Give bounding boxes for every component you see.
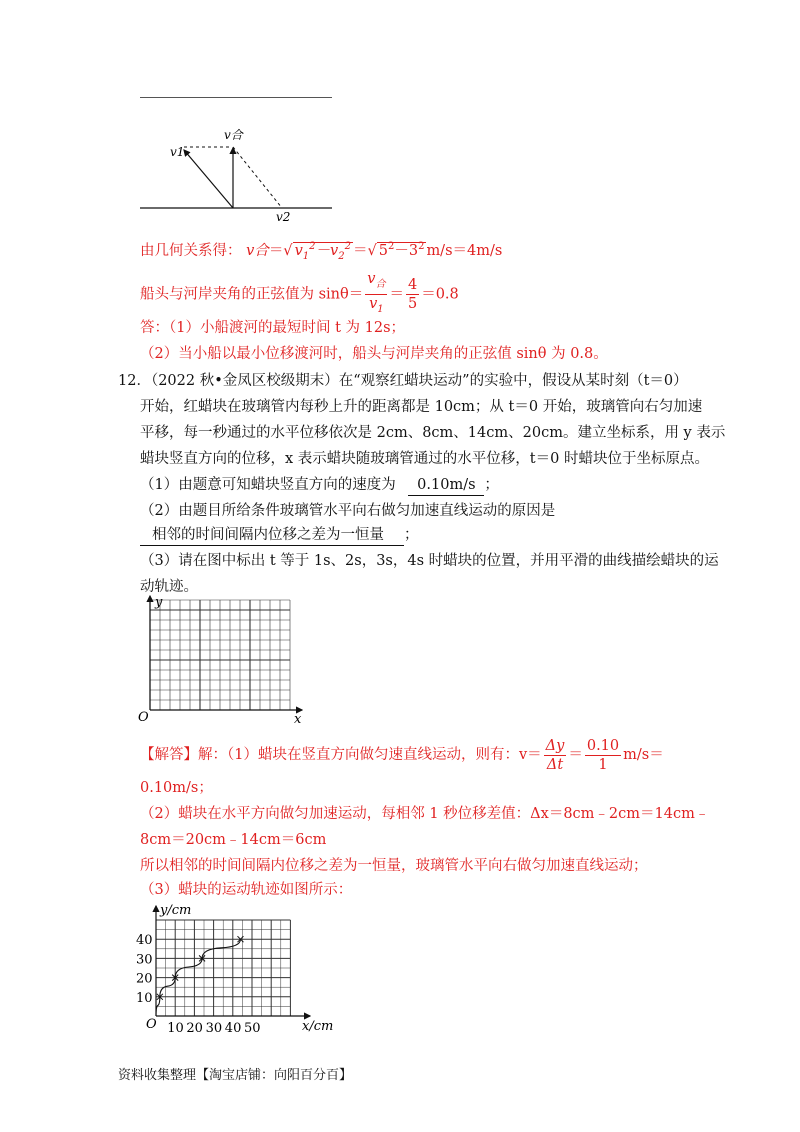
v2-dashed-vector bbox=[233, 147, 282, 208]
label-v1: v1 bbox=[170, 145, 185, 159]
problem-12-line4: 蜡块竖直方向的位移，x 表示蜡块随玻璃管通过的水平位移，t＝0 时蜡块位于坐标原点。 bbox=[140, 451, 709, 467]
footer-text: 资料收集整理【淘宝店铺：向阳百分百】 bbox=[118, 1068, 353, 1083]
answer-12-line3: （2）蜡块在水平方向做匀加速运动，每相邻 1 秒位移差值：Δx＝8cm﹣2cm＝14cm﹣ bbox=[140, 806, 710, 822]
problem-12-line2: 开始，红蜡块在玻璃管内每秒上升的距离都是 10cm；从 t＝0 开始，玻璃管向右匀加速 bbox=[140, 399, 703, 415]
geometry-relation-line: 由几何关系得： v合＝√ $v_1^2-v_2^2$ ＝√ $5^2-3^2$ m/s＝4m/s bbox=[140, 241, 503, 262]
y-axis-label: y bbox=[155, 595, 163, 610]
q1-answer-blank: 0.10m/s bbox=[408, 475, 484, 496]
y-tick-label: 30 bbox=[136, 952, 153, 968]
question-3-line1: （3）请在图中标出 t 等于 1s、2s，3s，4s 时蜡块的位置，并用平滑的曲线描绘蜡块的运 bbox=[140, 553, 719, 569]
y-tick-label: 40 bbox=[136, 933, 153, 949]
answer-11-1: 答：（1）小船渡河的最短时间 t 为 12s； bbox=[140, 320, 406, 336]
answer-12-line5: 所以相邻的时间间隔内位移之差为一恒量，玻璃管水平向右做匀加速直线运动； bbox=[140, 858, 648, 874]
v1-vector bbox=[184, 150, 233, 208]
x-tick-label: 30 bbox=[205, 1021, 223, 1036]
label-v2: v2 bbox=[276, 210, 291, 224]
y-axis-label: y/cm bbox=[160, 903, 192, 918]
problem-12-line1: 12．（2022 秋•金凤区校级期末）在“观察红蜡块运动”的实验中，假设从某时刻（t＝0） bbox=[118, 373, 688, 389]
label-v-he: v合 bbox=[224, 128, 243, 142]
grid-lines bbox=[150, 600, 290, 710]
q2-answer-blank: 相邻的时间间隔内位移之差为一恒量 bbox=[140, 525, 404, 546]
trajectory-grid-figure bbox=[130, 900, 350, 1040]
empty-grid-figure bbox=[130, 590, 320, 730]
x-axis-label: x bbox=[294, 712, 302, 727]
x-tick-label: 20 bbox=[186, 1021, 203, 1036]
origin-label: O bbox=[146, 1017, 157, 1032]
question-2-answer: 相邻的时间间隔内位移之差为一恒量 ； bbox=[140, 525, 419, 546]
x-axis-label: x/cm bbox=[302, 1019, 334, 1034]
top-divider bbox=[140, 97, 332, 98]
velocity-triangle-figure bbox=[130, 125, 340, 225]
origin-label: O bbox=[138, 710, 149, 725]
y-tick-label: 20 bbox=[136, 971, 153, 987]
question-3-line2: 动轨迹。 bbox=[140, 579, 198, 595]
answer-12-line1: 【解答】解：（1）蜡块在竖直方向做匀速直线运动，则有：v＝ $\frac{\Delta y}{\Delta t}$ ＝ $\frac{0.10}{1}$ m/s＝ bbox=[140, 737, 664, 773]
x-tick-label: 50 bbox=[244, 1021, 261, 1036]
x-tick-label: 10 bbox=[167, 1021, 184, 1036]
question-2: （2）由题目所给条件玻璃管水平向右做匀加速直线运动的原因是 bbox=[140, 503, 556, 519]
x-tick-label: 40 bbox=[224, 1021, 242, 1036]
answer-12-line4: 8cm＝20cm﹣14cm＝6cm bbox=[140, 832, 327, 848]
answer-11-2: （2）当小船以最小位移渡河时，船头与河岸夹角的正弦值 sinθ 为 0.8。 bbox=[140, 346, 608, 362]
answer-12-line2: 0.10m/s； bbox=[140, 780, 213, 796]
answer-12-line6: （3）蜡块的运动轨迹如图所示： bbox=[140, 882, 353, 898]
sine-value-line: 船头与河岸夹角的正弦值为 sinθ＝ $\frac{v_合}{v_1}$ ＝ $\frac{4}{5}$ ＝0.8 bbox=[140, 271, 459, 315]
question-1: （1）由题意可知蜡块竖直方向的速度为 0.10m/s ； bbox=[140, 475, 499, 496]
y-tick-label: 10 bbox=[136, 990, 153, 1006]
problem-12-line3: 平移，每一秒通过的水平位移依次是 2cm、8cm、14cm、20cm。建立坐标系，用 y 表示 bbox=[140, 425, 726, 441]
grid-lines bbox=[156, 920, 290, 1016]
